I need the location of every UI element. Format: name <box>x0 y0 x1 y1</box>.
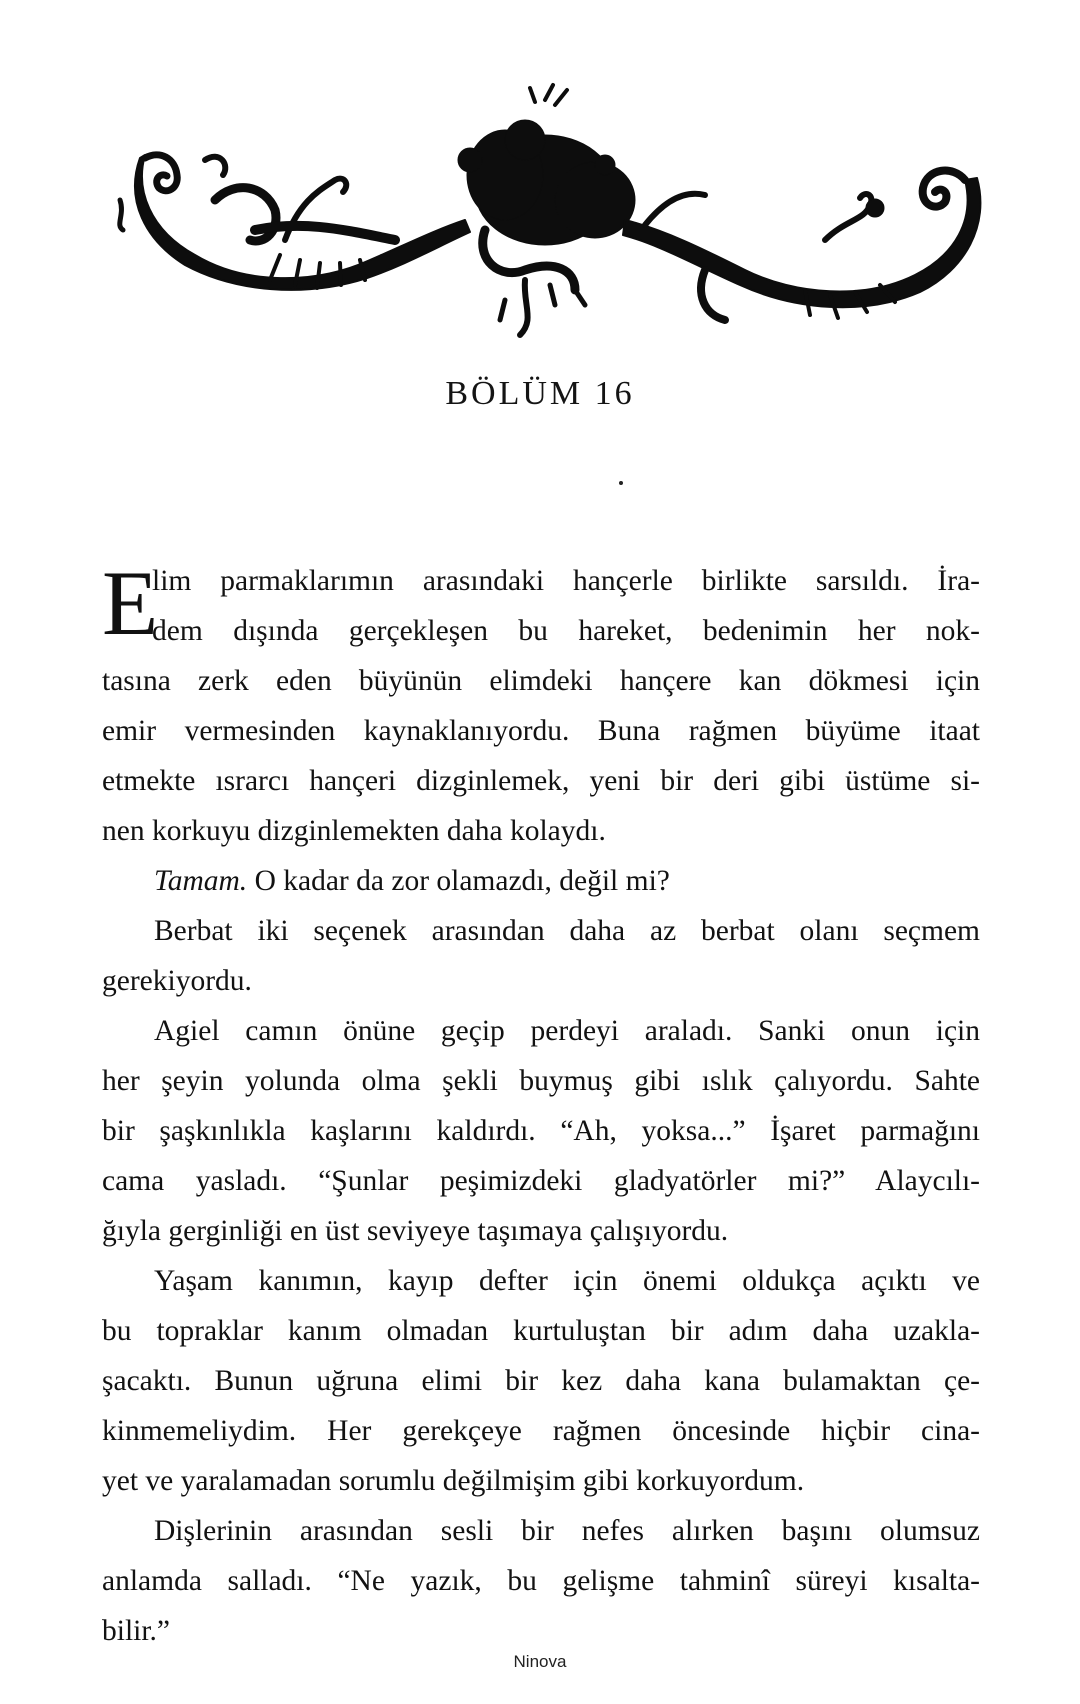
drop-cap: E <box>102 552 159 654</box>
italic-phrase: Tamam. <box>154 865 248 897</box>
text-line: ğıyla gerginliği en üst seviyeye taşımaya çalışıyordu. <box>102 1215 729 1247</box>
text-line: Berbat iki seçenek arasından daha az berbat olanı seçmem <box>154 915 980 947</box>
text-line: tasına zerk eden büyünün elimdeki hançere kan dökmesi için <box>102 665 980 697</box>
floral-ornament-icon <box>105 80 985 350</box>
text-line: yet ve yaralamadan sorumlu değilmişim gibi korkuyordum. <box>102 1465 805 1497</box>
chapter-title: BÖLÜM 16 <box>445 375 635 412</box>
text-line: şacaktı. Bunun uğruna elimi bir kez daha kana bulamaktan çe- <box>102 1365 980 1397</box>
text-line: kinmemeliydim. Her gerekçeye rağmen öncesinde hiçbir cina- <box>102 1415 980 1447</box>
text-line: bilir.” <box>102 1615 171 1647</box>
text-line: Agiel camın önüne geçip perdeyi araladı. Sanki onun için <box>154 1015 980 1047</box>
text-line: anlamda salladı. “Ne yazık, bu gelişme tahminî süreyi kısalta- <box>102 1565 980 1597</box>
text-line: Dişlerinin arasından sesli bir nefes alırken başını olumsuz <box>154 1515 980 1547</box>
text-line: cama yasladı. “Şunlar peşimizdeki gladyatörler mi?” Alaycılı- <box>102 1165 980 1197</box>
text-line: gerekiyordu. <box>102 965 252 997</box>
text-line: Yaşam kanımın, kayıp defter için önemi oldukça açıktı ve <box>154 1265 980 1297</box>
text-line: bu topraklar kanım olmadan kurtuluştan bir adım daha uzakla- <box>102 1315 980 1347</box>
text-line: bir şaşkınlıkla kaşlarını kaldırdı. “Ah, yoksa...” İşaret parmağını <box>102 1115 980 1147</box>
text-line: her şeyin yolunda olma şekli buymuş gibi ıslık çalıyordu. Sahte <box>102 1065 980 1097</box>
body-lines <box>102 552 980 1656</box>
publisher-footer: Ninova <box>513 1652 567 1671</box>
print-speck <box>619 481 623 485</box>
text-line: Tamam. O kadar da zor olamazdı, değil mi? <box>154 865 670 897</box>
text-line: dem dışında gerçekleşen bu hareket, bedenimin her nok- <box>152 615 980 647</box>
text-line: etmekte ısrarcı hançeri dizginlemek, yeni bir deri gibi üstüme si- <box>102 765 980 797</box>
text-line: nen korkuyu dizginlemekten daha kolaydı. <box>102 815 606 847</box>
text-line: lim parmaklarımın arasındaki hançerle birlikte sarsıldı. İra- <box>152 565 980 597</box>
text-line: emir vermesinden kaynaklanıyordu. Buna rağmen büyüme itaat <box>102 715 980 747</box>
chapter-body <box>102 552 980 1656</box>
